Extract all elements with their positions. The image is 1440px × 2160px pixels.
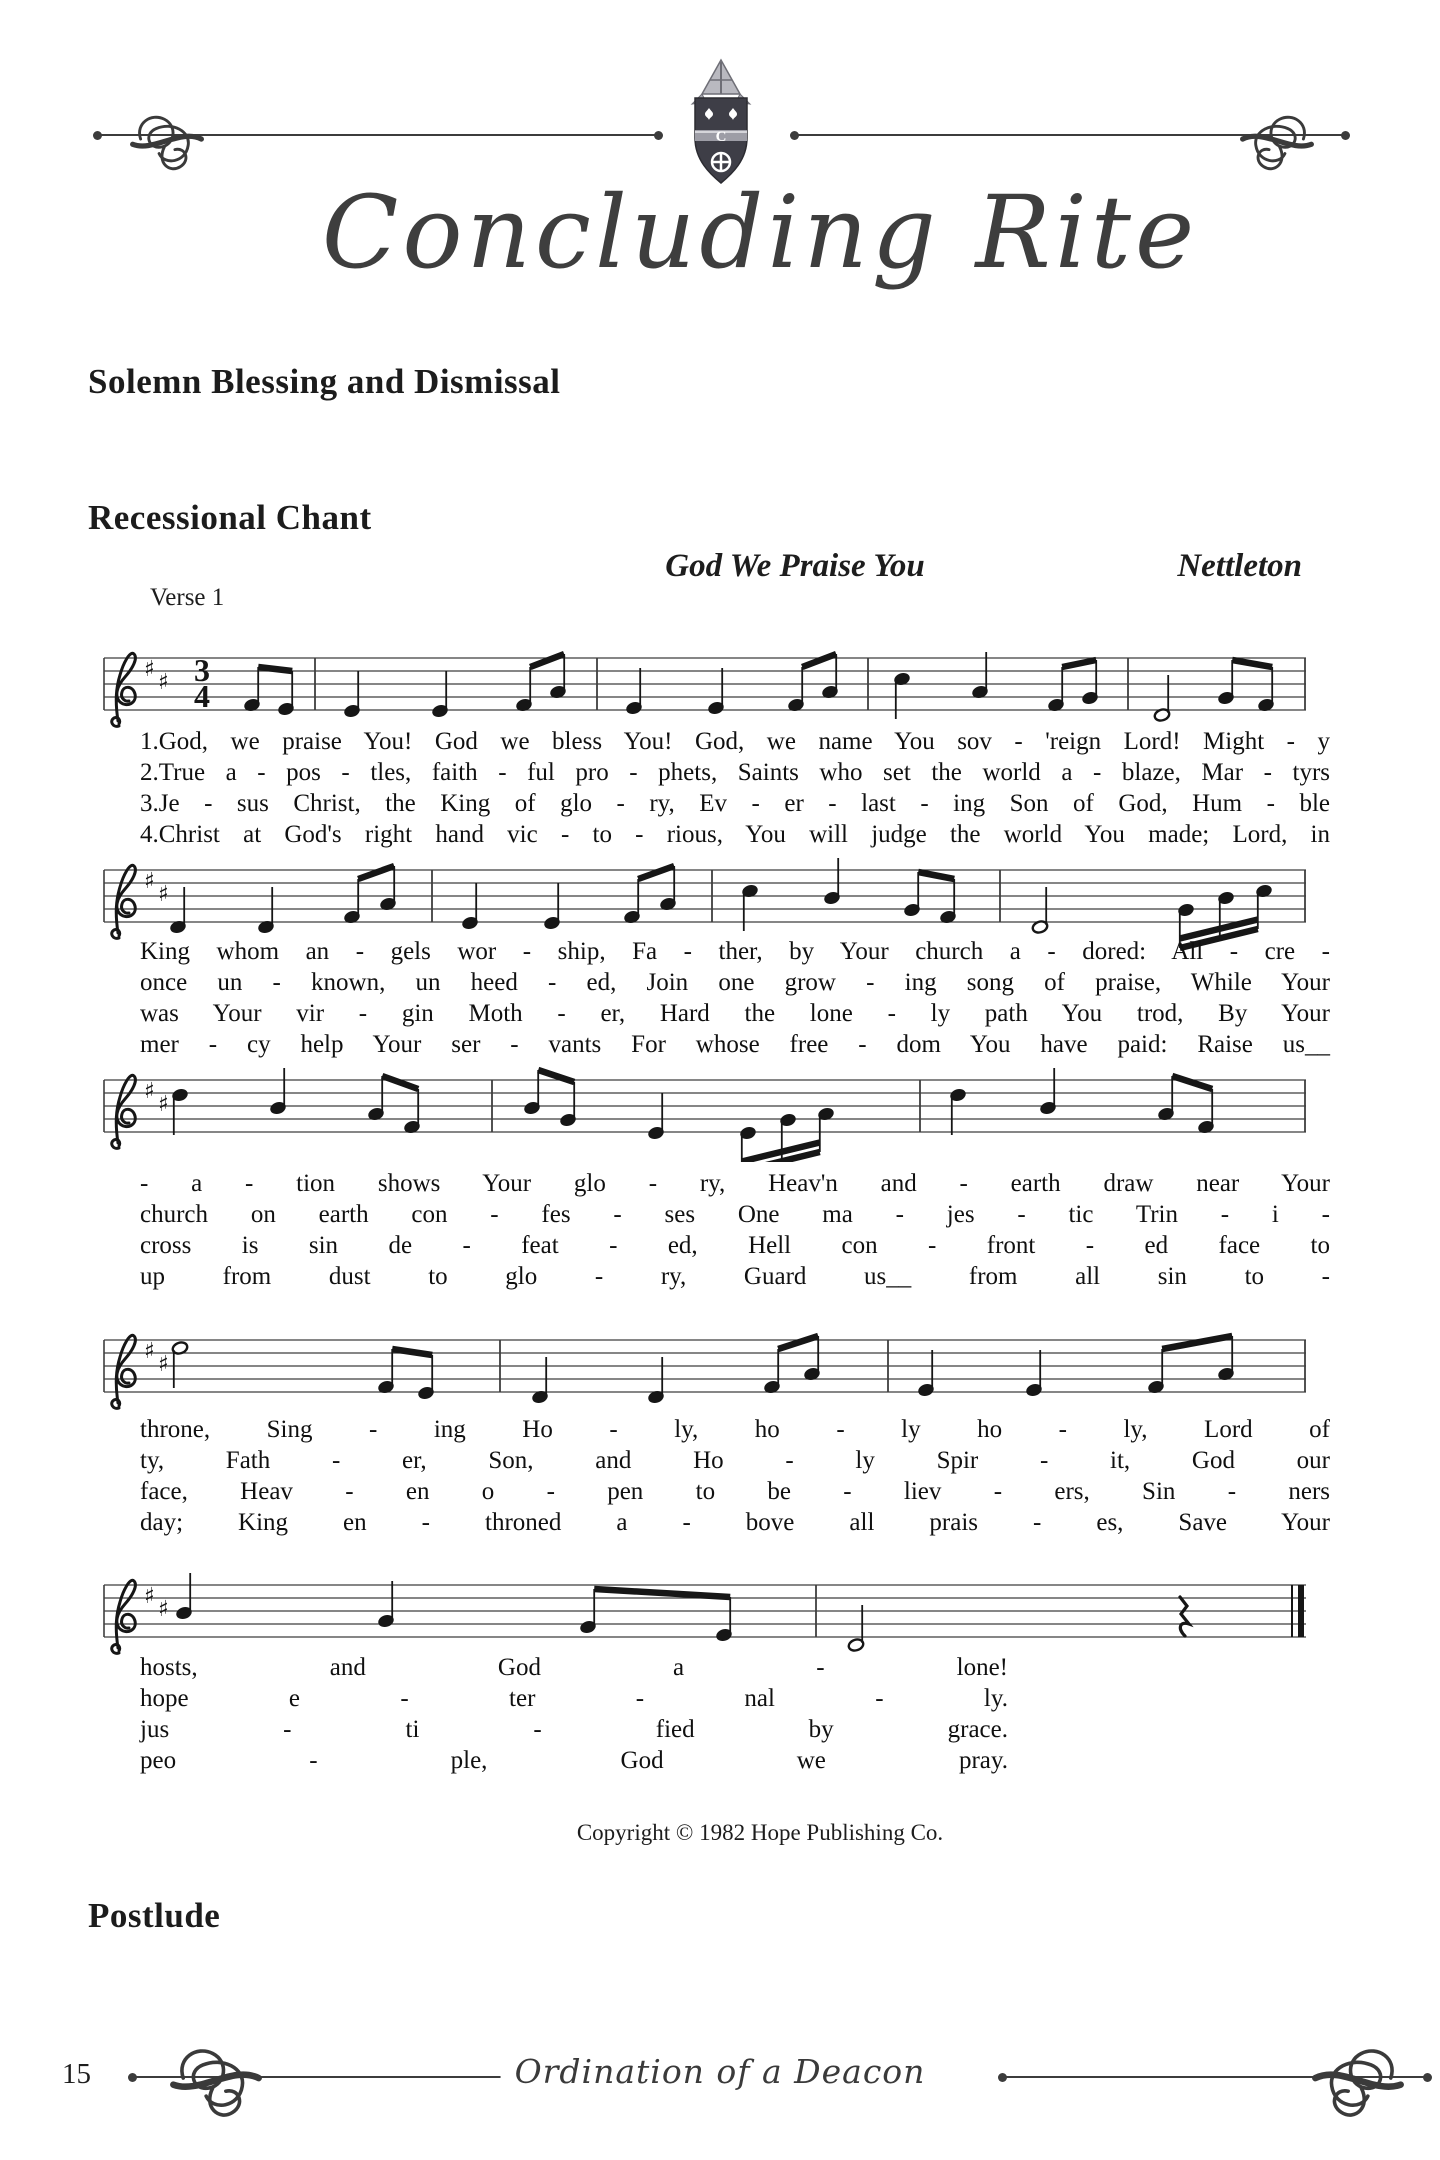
svg-text:♯: ♯ — [158, 1352, 169, 1377]
section-heading-recessional-chant: Recessional Chant — [88, 498, 372, 537]
lyrics-system-3 — [140, 1168, 1330, 1292]
lyric-line: day; King en - throned a - bove all prais - es, Save Your — [140, 1509, 1330, 1536]
lyric-line: church on earth con - fes - ses One ma - jes - tic Trin - i - — [140, 1201, 1330, 1228]
lyric-line: 3.Je - sus Christ, the King of glo - ry, Ev - er - last - ing Son of God, Hum - ble — [140, 790, 1330, 817]
verse-label: Verse 1 — [150, 584, 225, 611]
svg-text:♯: ♯ — [144, 657, 155, 682]
page-number: 15 — [62, 2058, 91, 2090]
hymn-tune-name: Nettleton — [1177, 548, 1302, 584]
lyric-line: - a - tion shows Your glo - ry, Heav'n and - earth draw near Your — [140, 1170, 1330, 1197]
page-title: Concluding Rite — [321, 174, 1199, 291]
svg-text:♯: ♯ — [144, 869, 155, 894]
lyric-line: King whom an - gels wor - ship, Fa - ther, by Your church a - dored: All - cre - — [140, 938, 1330, 965]
copyright-line: Copyright © 1982 Hope Publishing Co. — [576, 1820, 944, 1845]
lyrics-system-2 — [140, 936, 1330, 1060]
section-heading-postlude: Postlude — [88, 1896, 221, 1935]
svg-text:3: 3 — [194, 652, 210, 688]
lyric-line: peo - ple, God we pray. — [140, 1747, 1008, 1774]
footer-flourish-right-icon — [1310, 2042, 1406, 2124]
lyric-line: up from dust to glo - ry, Guard us__ from all sin to - — [140, 1263, 1330, 1290]
lyric-line: ty, Fath - er, Son, and Ho - ly Spir - it, God our — [140, 1447, 1330, 1474]
svg-text:♯: ♯ — [158, 1092, 169, 1117]
hymn-title: God We Praise You — [665, 548, 925, 584]
header-rule-dot — [1341, 131, 1350, 140]
lyric-line: face, Heav - en o - pen to be - liev - ers, Sin - ners — [140, 1478, 1330, 1505]
lyric-line: once un - known, un heed - ed, Join one grow - ing song of praise, While Your — [140, 969, 1330, 996]
music-staff-5 — [100, 1555, 1310, 1667]
lyrics-system-4 — [140, 1414, 1330, 1538]
lyric-line: mer - cy help Your ser - vants For whose free - dom You have paid: Raise us__ — [140, 1031, 1330, 1058]
music-staff-3 — [100, 1050, 1310, 1162]
svg-text:♯: ♯ — [144, 1079, 155, 1104]
svg-text:♯: ♯ — [144, 1339, 155, 1364]
lyric-line: jus - ti - fied by grace. — [140, 1716, 1008, 1743]
music-staff-1 — [100, 628, 1310, 740]
svg-text:♯: ♯ — [158, 882, 169, 907]
section-heading-solemn-blessing: Solemn Blessing and Dismissal — [88, 362, 561, 401]
footer-book-title: Ordination of a Deacon — [501, 2052, 940, 2091]
lyric-line: 1.God, we praise You! God we bless You! God, we name You sov - 'reign Lord! Might - y — [140, 728, 1330, 755]
lyric-line: throne, Sing - ing Ho - ly, ho - ly ho - ly, Lord of — [140, 1416, 1330, 1443]
footer-rule-dot — [1423, 2073, 1432, 2082]
lyric-line: hope e - ter - nal - ly. — [140, 1685, 1008, 1712]
svg-text:C: C — [715, 129, 727, 145]
svg-text:♯: ♯ — [144, 1584, 155, 1609]
lyrics-system-1 — [140, 726, 1330, 850]
svg-text:♯: ♯ — [158, 670, 169, 695]
lyric-line: cross is sin de - feat - ed, Hell con - front - ed face to — [140, 1232, 1330, 1259]
music-staff-4 — [100, 1310, 1310, 1422]
lyric-line: 4.Christ at God's right hand vic - to - rious, You will judge the world You made; Lord, in — [140, 821, 1330, 848]
svg-text:♯: ♯ — [158, 1597, 169, 1622]
header-rule-dot — [654, 131, 663, 140]
lyric-line: was Your vir - gin Moth - er, Hard the lone - ly path You trod, By Your — [140, 1000, 1330, 1027]
lyric-line: hosts, and God a - lone! — [140, 1654, 1008, 1681]
svg-text:4: 4 — [194, 678, 210, 714]
footer-flourish-left-icon — [168, 2042, 264, 2124]
lyrics-system-5 — [140, 1652, 1008, 1776]
lyric-line: 2.True a - pos - tles, faith - ful pro - phets, Saints who set the world a - blaze, Mar - tyrs — [140, 759, 1330, 786]
